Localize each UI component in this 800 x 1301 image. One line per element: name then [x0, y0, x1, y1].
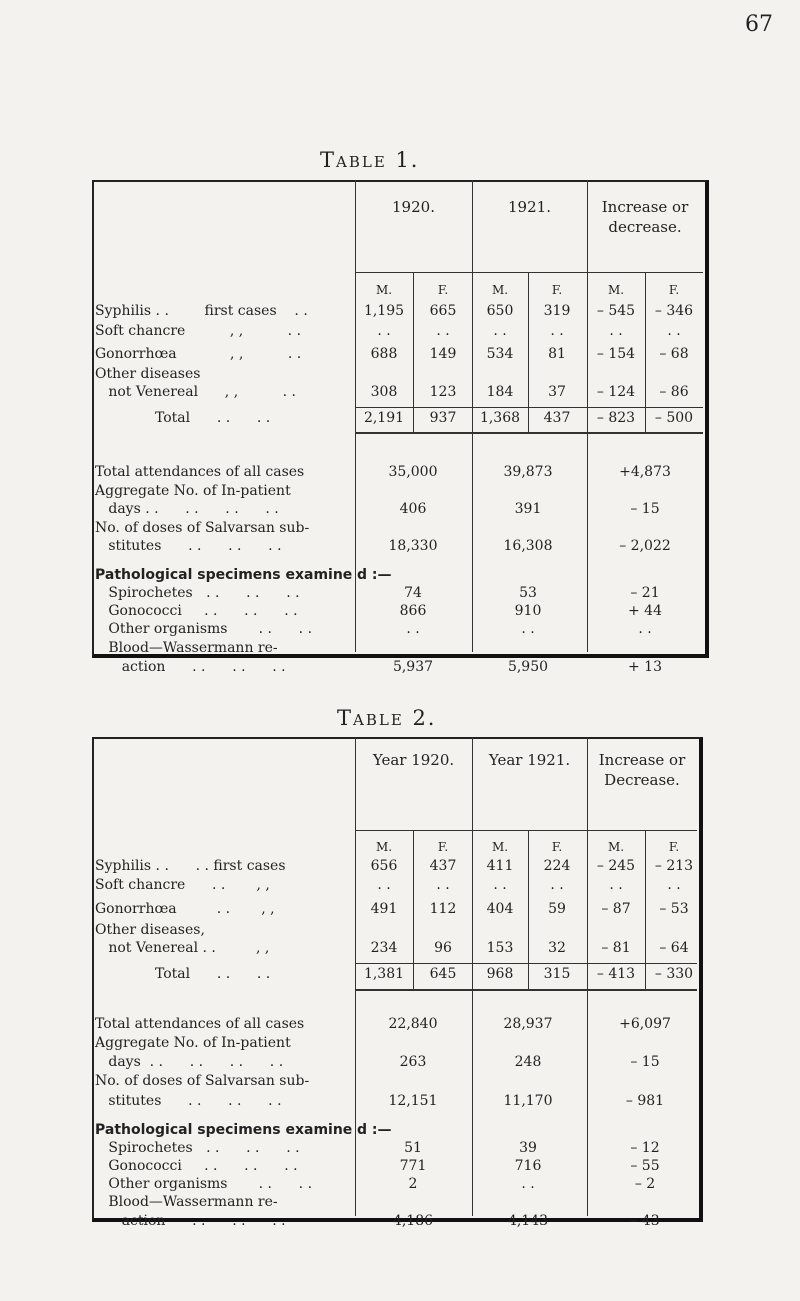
row-label: not Venereal . . , , — [95, 940, 270, 956]
total-cell: 2,191 — [363, 410, 405, 426]
table-cell: 28,937 — [503, 1016, 553, 1032]
total-cell: 315 — [543, 966, 571, 982]
table-cell: 37 — [548, 384, 566, 400]
year-1920-header: 1920. — [392, 198, 435, 216]
total-cell: 937 — [429, 410, 457, 426]
row-label: Blood—Wassermann re- — [95, 1194, 278, 1210]
table-cell: 123 — [429, 384, 457, 400]
row-label: Other organisms . . . . — [95, 1176, 313, 1192]
table-cell: 11,170 — [503, 1093, 553, 1109]
table-cell: – 21 — [630, 585, 660, 601]
total-cell: – 330 — [654, 966, 694, 982]
row-label: action . . . . . . — [95, 659, 286, 675]
table-cell: – 64 — [659, 940, 689, 956]
table-cell: 650 — [486, 303, 514, 319]
table-cell: 59 — [548, 901, 566, 917]
table-cell: . . — [550, 877, 564, 893]
table-cell: – 2 — [634, 1176, 656, 1192]
table-cell: . . — [436, 323, 450, 339]
table-cell: 1,195 — [363, 303, 405, 319]
table-cell: – 545 — [596, 303, 636, 319]
total-cell: 1,381 — [363, 966, 405, 982]
table-cell: 35,000 — [388, 464, 438, 480]
table-title: Table 1. — [320, 148, 420, 172]
table-cell: – 55 — [630, 1158, 660, 1174]
total-cell: – 413 — [596, 966, 636, 982]
table-cell: 391 — [514, 501, 542, 517]
table-cell: 437 — [429, 858, 457, 874]
table-cell: 688 — [370, 346, 398, 362]
row-label: action . . . . . . — [95, 1213, 286, 1229]
pathology-heading-suffix: d :— — [357, 1122, 392, 1138]
pathology-heading: Pathological specimens examine — [95, 567, 353, 583]
table-cell: . . — [493, 323, 507, 339]
table-cell: 12,151 — [388, 1093, 438, 1109]
table-cell: 112 — [429, 901, 457, 917]
table-cell: – 245 — [596, 858, 636, 874]
row-label: Gonococci . . . . . . — [95, 603, 298, 619]
table-cell: 234 — [370, 940, 398, 956]
table-cell: 18,330 — [388, 538, 438, 554]
female-subheader: F. — [437, 840, 449, 854]
row-label: Spirochetes . . . . . . — [95, 585, 300, 601]
male-subheader: M. — [491, 283, 509, 297]
row-label: Spirochetes . . . . . . — [95, 1140, 300, 1156]
total-label: Total . . . . — [155, 966, 271, 982]
table-cell: – 981 — [625, 1093, 665, 1109]
row-label: Aggregate No. of In-patient — [95, 483, 291, 499]
table-cell: – 12 — [630, 1140, 660, 1156]
row-label: Blood—Wassermann re- — [95, 640, 278, 656]
pathology-heading-suffix: d :— — [357, 567, 392, 583]
table-cell: 491 — [370, 901, 398, 917]
table-cell: – 53 — [659, 901, 689, 917]
table-cell: +4,873 — [619, 464, 671, 480]
table-cell: – 15 — [630, 1054, 660, 1070]
row-label: stitutes . . . . . . — [95, 1093, 282, 1109]
table-cell: – 154 — [596, 346, 636, 362]
table-cell: . . — [436, 877, 450, 893]
table-cell: . . — [521, 1176, 535, 1192]
table-cell: 263 — [399, 1054, 427, 1070]
row-label: Gonorrhœa , , . . — [95, 346, 302, 362]
table-cell: – 86 — [659, 384, 689, 400]
table-cell: 716 — [514, 1158, 542, 1174]
table-cell: 149 — [429, 346, 457, 362]
table-cell: 39,873 — [503, 464, 553, 480]
total-cell: 437 — [543, 410, 571, 426]
table-cell: 2 — [408, 1176, 418, 1192]
table-cell: 534 — [486, 346, 514, 362]
table-cell: 4,143 — [507, 1213, 549, 1229]
table-cell: . . — [406, 621, 420, 637]
total-bottom-rule — [355, 989, 697, 991]
total-cell: 645 — [429, 966, 457, 982]
table-cell: 4,186 — [392, 1213, 434, 1229]
table-cell: 53 — [519, 585, 537, 601]
female-subheader: F. — [437, 283, 449, 297]
pathology-heading: Pathological specimens examine — [95, 1122, 353, 1138]
table-cell: 866 — [399, 603, 427, 619]
female-subheader: F. — [551, 840, 563, 854]
table-cell: . . — [550, 323, 564, 339]
table-cell: . . — [667, 877, 681, 893]
row-label: Gonorrhœa . . , , — [95, 901, 275, 917]
row-label: Other organisms . . . . — [95, 621, 313, 637]
table-cell: 406 — [399, 501, 427, 517]
female-subheader: F. — [551, 283, 563, 297]
male-subheader: M. — [375, 840, 393, 854]
table-cell: 51 — [404, 1140, 422, 1156]
table-title: Table 2. — [337, 706, 437, 730]
table-cell: . . — [609, 877, 623, 893]
table-cell: 81 — [548, 346, 566, 362]
table-cell: 153 — [486, 940, 514, 956]
table-cell: – 15 — [630, 501, 660, 517]
table-cell: . . — [377, 323, 391, 339]
total-cell: 1,368 — [479, 410, 521, 426]
table-cell: – 81 — [601, 940, 631, 956]
table-cell: – 346 — [654, 303, 694, 319]
table-cell: 910 — [514, 603, 542, 619]
row-label: Syphilis . . first cases . . — [95, 303, 308, 319]
row-label: Total attendances of all cases — [95, 1016, 305, 1032]
row-label: Other diseases — [95, 366, 201, 382]
row-label: Gonococci . . . . . . — [95, 1158, 298, 1174]
table-cell: 319 — [543, 303, 571, 319]
table-cell: – 2,022 — [619, 538, 671, 554]
table-cell: 308 — [370, 384, 398, 400]
female-subheader: F. — [668, 283, 680, 297]
change-header: Increase or Decrease. — [598, 751, 686, 789]
total-top-rule — [355, 963, 697, 964]
table-cell: +6,097 — [619, 1016, 671, 1032]
table-cell: – 124 — [596, 384, 636, 400]
header-rule — [355, 272, 703, 273]
row-label: Total attendances of all cases — [95, 464, 305, 480]
row-label: No. of doses of Salvarsan sub- — [95, 520, 310, 536]
page-number: 67 — [745, 12, 773, 37]
total-top-rule — [355, 407, 703, 408]
table-cell: 411 — [486, 858, 514, 874]
total-cell: 968 — [486, 966, 514, 982]
row-label: Soft chancre . . , , — [95, 877, 270, 893]
row-label: days . . . . . . . . — [95, 1054, 284, 1070]
male-subheader: M. — [607, 840, 625, 854]
table-cell: 16,308 — [503, 538, 553, 554]
table-cell: 32 — [548, 940, 566, 956]
total-cell: – 823 — [596, 410, 636, 426]
table-cell: – 87 — [601, 901, 631, 917]
row-label: stitutes . . . . . . — [95, 538, 282, 554]
table-cell: 404 — [486, 901, 514, 917]
row-label: Soft chancre , , . . — [95, 323, 302, 339]
table-cell: + 13 — [628, 659, 662, 675]
row-label: No. of doses of Salvarsan sub- — [95, 1073, 310, 1089]
table-cell: 184 — [486, 384, 514, 400]
table-cell: . . — [638, 621, 652, 637]
female-subheader: F. — [668, 840, 680, 854]
table-cell: 5,937 — [392, 659, 434, 675]
row-label: Aggregate No. of In-patient — [95, 1035, 291, 1051]
header-rule — [355, 830, 697, 831]
table-cell: 22,840 — [388, 1016, 438, 1032]
total-label: Total . . . . — [155, 410, 271, 426]
year-1921-header: Year 1921. — [488, 751, 571, 769]
male-subheader: M. — [607, 283, 625, 297]
table-cell: 5,950 — [507, 659, 549, 675]
table-cell: 39 — [519, 1140, 537, 1156]
table-cell: 224 — [543, 858, 571, 874]
table-cell: 771 — [399, 1158, 427, 1174]
table-cell: . . — [667, 323, 681, 339]
year-1921-header: 1921. — [508, 198, 551, 216]
change-header: Increase or decrease. — [601, 198, 689, 236]
row-label: days . . . . . . . . — [95, 501, 279, 517]
table-cell: 656 — [370, 858, 398, 874]
table-cell: – 213 — [654, 858, 694, 874]
table-cell: – 43 — [630, 1213, 660, 1229]
table-cell: . . — [377, 877, 391, 893]
row-label: Syphilis . . . . first cases — [95, 858, 286, 874]
table-cell: 248 — [514, 1054, 542, 1070]
table-cell: . . — [521, 621, 535, 637]
table-cell: 74 — [404, 585, 422, 601]
table-cell: – 68 — [659, 346, 689, 362]
table-cell: 96 — [434, 940, 452, 956]
total-bottom-rule — [355, 432, 703, 434]
male-subheader: M. — [375, 283, 393, 297]
table-cell: 665 — [429, 303, 457, 319]
total-cell: – 500 — [654, 410, 694, 426]
male-subheader: M. — [491, 840, 509, 854]
row-label: not Venereal , , . . — [95, 384, 296, 400]
table-cell: . . — [609, 323, 623, 339]
row-label: Other diseases, — [95, 922, 205, 938]
table-cell: . . — [493, 877, 507, 893]
table-cell: + 44 — [628, 603, 662, 619]
year-1920-header: Year 1920. — [372, 751, 455, 769]
